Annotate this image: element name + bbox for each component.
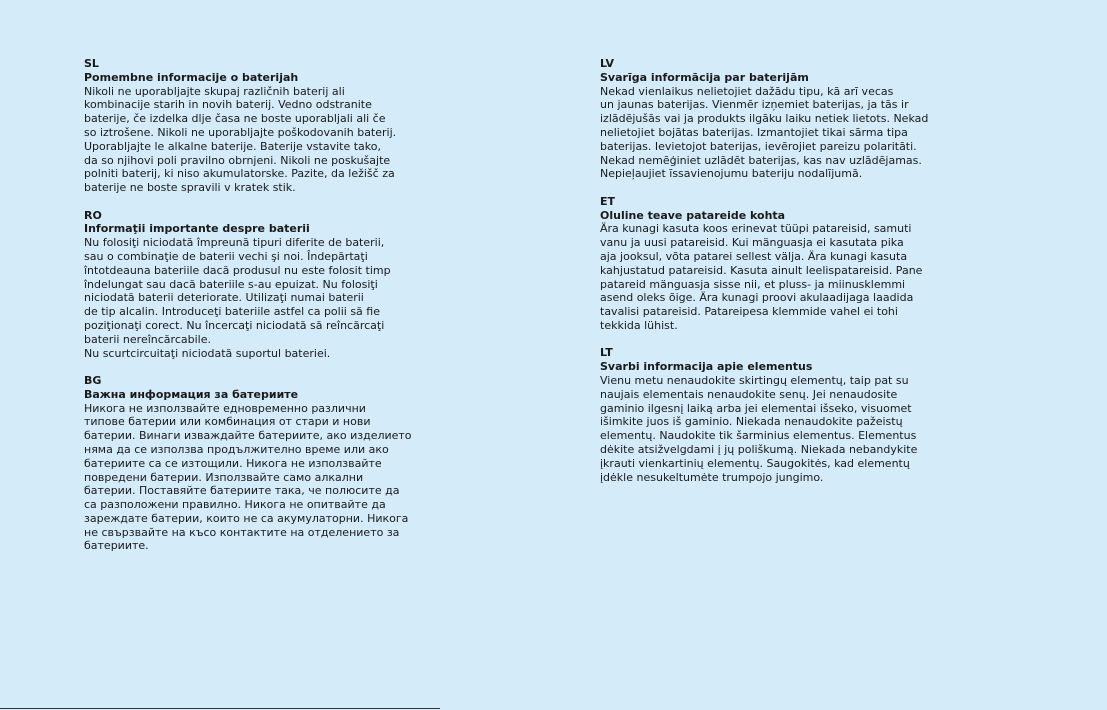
body-text-line: baterii nereîncărcabile. bbox=[84, 332, 211, 346]
right-column bbox=[600, 57, 960, 498]
battery-section-lv bbox=[600, 57, 960, 181]
battery-section-et bbox=[600, 195, 960, 333]
body-text-line: tekkida lühist. bbox=[600, 318, 678, 332]
language-code: ET bbox=[600, 194, 616, 208]
body-text-line: повредени батерии. Използвайте само алкални bbox=[84, 470, 364, 484]
body-text-line: įkrauti vienkartinių elementų. Saugokitės, kad elementų bbox=[600, 456, 910, 470]
body-text-line: tavalisi patareisid. Patareipesa klemmide vahel ei tohi bbox=[600, 305, 898, 319]
battery-section-bg bbox=[84, 374, 444, 553]
body-text-line: nelietojiet bojātas baterijas. Izmantojiet tikai sārma tipa bbox=[600, 125, 908, 139]
body-text-line: poziţionaţi corect. Nu încercaţi niciodată să reîncărcaţi bbox=[84, 318, 385, 332]
body-text-line: Nikoli ne uporabljajte skupaj različnih baterij ali bbox=[84, 84, 345, 98]
battery-section-ro bbox=[84, 209, 444, 361]
body-text-line: Nekad nemēģiniet uzlādēt baterijas, kas nav uzlādējamas. bbox=[600, 153, 922, 167]
body-text-line: de tip alcalin. Introduceţi bateriile astfel ca polii să fie bbox=[84, 305, 380, 319]
language-code: RO bbox=[84, 208, 102, 222]
battery-section-sl bbox=[84, 57, 444, 195]
body-text-line: батерии. Винаги изваждайте батериите, ако изделието bbox=[84, 429, 412, 443]
body-text-line: un jaunas baterijas. Vienmēr izņemiet baterijas, ja tās ir bbox=[600, 98, 909, 112]
body-text-line: išimkite juos iš gaminio. Niekada nenaudokite pažeistų bbox=[600, 415, 903, 429]
body-text-line: sau o combinaţie de baterii vechi şi noi. Îndepărtaţi bbox=[84, 249, 368, 263]
body-text-line: da so njihovi poli pravilno obrnjeni. Nikoli ne poskušajte bbox=[84, 153, 391, 167]
body-text-line: întotdeauna bateriile dacă produsul nu este folosit timp bbox=[84, 263, 391, 277]
section-heading: Svarīga informācija par baterijām bbox=[600, 70, 809, 84]
body-text-line: Nu scurtcircuitaţi niciodată suportul bateriei. bbox=[84, 346, 331, 360]
body-text-line: батериите са се изтощили. Никога не използвайте bbox=[84, 456, 382, 470]
language-code: LT bbox=[600, 346, 613, 360]
body-text-line: niciodată baterii deteriorate. Utilizaţi numai baterii bbox=[84, 291, 364, 305]
body-text-line: naujais elementais nenaudokite senų. Jei nenaudosite bbox=[600, 387, 898, 401]
body-text-line: įdėkle nesukeltumėte trumpojo jungimo. bbox=[600, 470, 824, 484]
body-text-line: baterije ne boste spravili v kratek stik. bbox=[84, 181, 296, 195]
body-text-line: Nu folosiţi niciodată împreună tipuri diferite de baterii, bbox=[84, 236, 385, 250]
section-heading: Pomembne informacije o baterijah bbox=[84, 70, 299, 84]
language-code: SL bbox=[84, 57, 99, 70]
body-text-line: dėkite atsižvelgdami į jų poliškumą. Niekada nebandykite bbox=[600, 442, 918, 456]
body-text-line: îndelungat sau dacă bateriile s-au epuizat. Nu folosiţi bbox=[84, 277, 378, 291]
section-heading: Informaţii importante despre baterii bbox=[84, 222, 310, 236]
body-text-line: vanu ja uusi patareisid. Kui mänguasja ei kasutata pika bbox=[600, 236, 904, 250]
body-text-line: gaminio ilgesnį laiką arba jei elementai išseko, visuomet bbox=[600, 401, 912, 415]
battery-section-lt bbox=[600, 346, 960, 484]
body-text-line: polniti baterij, ki niso akumulatorske. Pazite, da ležišč za bbox=[84, 167, 395, 181]
body-text-line: aja jooksul, võta patarei sellest välja. Ära kunagi kasuta bbox=[600, 249, 908, 263]
body-text-line: baterije, če izdelka dlje časa ne boste uporabljali ali če bbox=[84, 112, 386, 126]
body-text-line: зареждате батерии, които не са акумулаторни. Никога bbox=[84, 511, 409, 525]
body-text-line: няма да се използва продължително време или ако bbox=[84, 442, 389, 456]
body-text-line: са разположени правилно. Никога не опитвайте да bbox=[84, 498, 386, 512]
body-text-line: kombinacije starih in novih baterij. Vedno odstranite bbox=[84, 98, 372, 112]
body-text-line: Nekad vienlaikus nelietojiet dažādu tipu, kā arī vecas bbox=[600, 84, 894, 98]
body-text-line: kahjustatud patareisid. Kasuta ainult leelispatareisid. Pane bbox=[600, 263, 923, 277]
body-text-line: батерии. Поставяйте батериите така, че полюсите да bbox=[84, 484, 400, 498]
body-text-line: patareid mänguasja sisse nii, et pluss- ja miinusklemmi bbox=[600, 277, 906, 291]
section-heading: Важна информация за батериите bbox=[84, 387, 299, 401]
language-code: BG bbox=[84, 373, 102, 387]
body-text-line: Uporabljajte le alkalne baterije. Baterije vstavite tako, bbox=[84, 139, 381, 153]
bottom-rule bbox=[0, 708, 440, 709]
body-text-line: Nepieļaujiet īssavienojumu bateriju nodalījumā. bbox=[600, 167, 863, 181]
body-text-line: Vienu metu nenaudokite skirtingų elementų, taip pat su bbox=[600, 373, 909, 387]
body-text-line: батериите. bbox=[84, 539, 149, 553]
body-text-line: Ära kunagi kasuta koos erinevat tüüpi patareisid, samuti bbox=[600, 222, 912, 236]
left-column bbox=[84, 57, 444, 567]
section-heading: Svarbi informacija apie elementus bbox=[600, 360, 813, 374]
body-text-line: Никога не използвайте едновременно различни bbox=[84, 401, 366, 415]
language-code: LV bbox=[600, 57, 615, 70]
section-heading: Oluline teave patareide kohta bbox=[600, 208, 786, 222]
body-text-line: izlādējušās vai ja produkts ilgāku laiku netiek lietots. Nekad bbox=[600, 112, 929, 126]
body-text-line: asend oleks õige. Ära kunagi proovi akulaadijaga laadida bbox=[600, 291, 914, 305]
body-text-line: не свързвайте на късо контактите на отделението за bbox=[84, 525, 400, 539]
body-text-line: so iztrošene. Nikoli ne uporabljajte poškodovanih baterij. bbox=[84, 125, 397, 139]
body-text-line: baterijas. Ievietojot baterijas, ievērojiet pareizu polaritāti. bbox=[600, 139, 917, 153]
body-text-line: elementų. Naudokite tik šarminius elementus. Elementus bbox=[600, 429, 917, 443]
body-text-line: типове батерии или комбинация от стари и нови bbox=[84, 415, 371, 429]
